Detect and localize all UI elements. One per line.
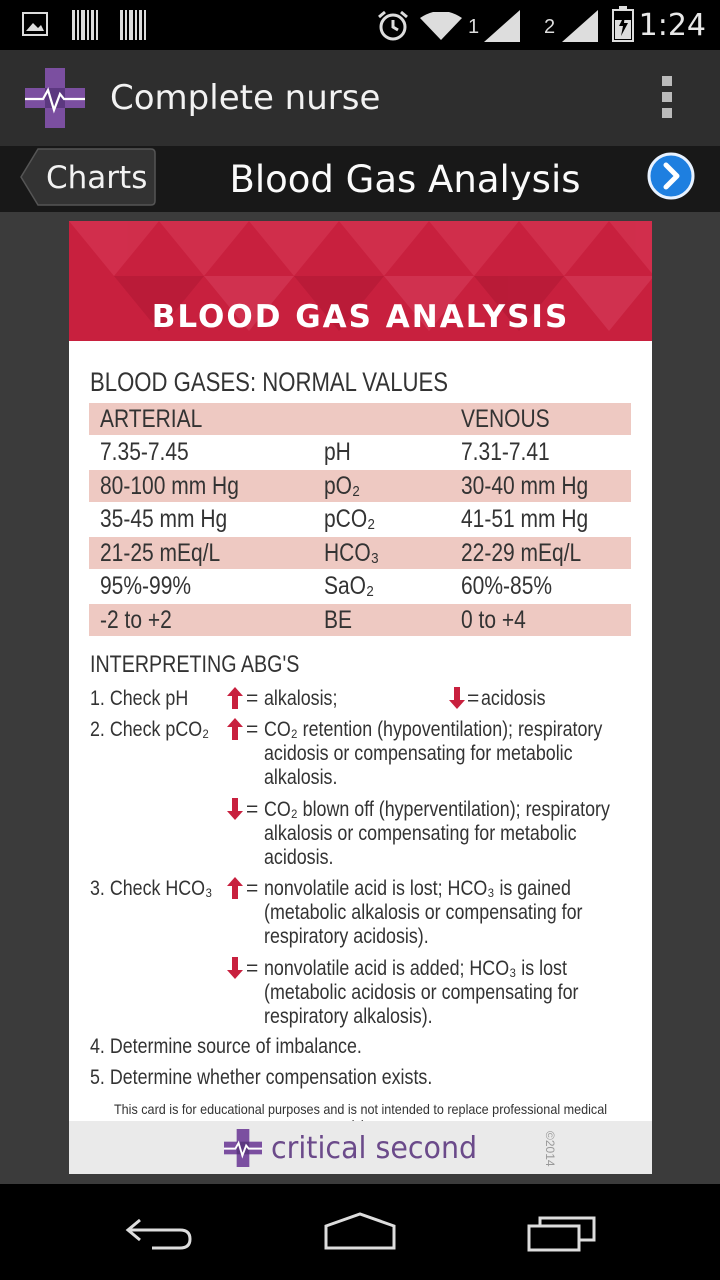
up-arrow-icon (227, 718, 243, 740)
step3-up-line: nonvolatile acid is lost; HCO₃ is gained (264, 877, 571, 900)
step1-label: 1. Check pH (90, 687, 189, 710)
signal-strength-icon (484, 10, 520, 42)
app-logo-icon[interactable] (25, 68, 85, 128)
arterial-value: 80-100 mm Hg (100, 472, 239, 500)
arterial-value: 21-25 mEq/L (100, 539, 221, 567)
venous-value: 0 to +4 (461, 606, 526, 634)
step3-down-line: (metabolic acidosis or compensating for (264, 981, 579, 1004)
barcode-notification-icon (120, 10, 146, 40)
action-bar (0, 50, 720, 147)
arterial-value: -2 to +2 (100, 606, 172, 634)
equals-sign: = (246, 957, 259, 980)
step5-text: 5. Determine whether compensation exists. (90, 1066, 433, 1089)
sim1-label: 1 (468, 16, 480, 38)
venous-value: 30-40 mm Hg (461, 472, 589, 500)
step2-label: 2. Check pCO₂ (90, 718, 210, 741)
down-arrow-icon (227, 798, 243, 820)
status-bar (0, 0, 720, 50)
equals-sign: = (246, 687, 259, 710)
home-icon[interactable] (322, 1212, 398, 1252)
arterial-value: 95%-99% (100, 572, 192, 600)
table-header-row (89, 403, 631, 435)
table-row (89, 537, 631, 569)
sim2-label: 2 (544, 16, 556, 38)
table-row (89, 503, 631, 535)
step3-up-line: (metabolic alkalosis or compensating for (264, 901, 583, 924)
step3-down-line: respiratory alkalosis). (264, 1005, 433, 1028)
venous-value: 7.31-7.41 (461, 438, 550, 466)
parameter: SaO₂ (324, 572, 375, 600)
venous-value: 41-51 mm Hg (461, 505, 589, 533)
app-title: Complete nurse (110, 78, 381, 118)
recent-apps-icon[interactable] (526, 1212, 598, 1252)
equals-sign: = (246, 798, 259, 821)
chart-card (69, 221, 652, 1174)
card-banner (69, 221, 652, 341)
battery-charging-icon (612, 6, 634, 42)
parameter: BE (324, 606, 353, 634)
equals-sign: = (246, 877, 259, 900)
table-row (89, 470, 631, 502)
card-footer (69, 1121, 652, 1174)
system-navigation-bar (0, 1184, 720, 1280)
copyright: ©2014 (543, 1131, 557, 1167)
step1-down-text: acidosis (481, 687, 546, 710)
normal-values-heading: BLOOD GASES: NORMAL VALUES (90, 367, 449, 397)
back-to-charts-button[interactable] (20, 148, 156, 206)
step2-up-line: acidosis or compensating for metabolic (264, 742, 573, 765)
equals-sign: = (246, 718, 259, 741)
step3-down-line: nonvolatile acid is added; HCO₃ is lost (264, 957, 567, 980)
parameter: pCO₂ (324, 505, 376, 533)
signal-strength-icon (562, 10, 598, 42)
up-arrow-icon (227, 877, 243, 899)
back-button-label: Charts (46, 160, 148, 196)
wifi-icon (420, 12, 462, 40)
equals-sign: = (467, 687, 480, 710)
header-venous: VENOUS (461, 405, 550, 433)
venous-value: 22-29 mEq/L (461, 539, 582, 567)
interpreting-heading: INTERPRETING ABG'S (90, 651, 300, 678)
header-arterial: ARTERIAL (100, 405, 203, 433)
banner-title: BLOOD GAS ANALYSIS (151, 299, 570, 335)
down-arrow-icon (449, 687, 465, 709)
overflow-menu-icon[interactable] (660, 76, 674, 120)
back-icon[interactable] (124, 1212, 196, 1252)
brand-name: critical second (271, 1131, 478, 1166)
barcode-notification-icon (72, 10, 98, 40)
step1-up-text: alkalosis; (264, 687, 338, 710)
step2-up-line: CO₂ retention (hypoventilation); respiratory (264, 718, 603, 741)
clock: 1:24 (638, 8, 706, 43)
step3-label: 3. Check HCO₃ (90, 877, 213, 900)
disclaimer: This card is for educational purposes and is not intended to replace professional medical (113, 1101, 608, 1117)
table-row (89, 604, 631, 636)
parameter: HCO₃ (324, 539, 380, 567)
step2-down-line: CO₂ blown off (hyperventilation); respiratory (264, 798, 610, 821)
table-row (89, 570, 631, 602)
alarm-icon (376, 9, 410, 43)
up-arrow-icon (227, 687, 243, 709)
step3-up-line: respiratory acidosis). (264, 925, 429, 948)
table-row (89, 436, 631, 468)
chart-nav-bar (0, 146, 720, 212)
arterial-value: 7.35-7.45 (100, 438, 189, 466)
venous-value: 60%-85% (461, 572, 553, 600)
arterial-value: 35-45 mm Hg (100, 505, 228, 533)
step2-down-line: acidosis. (264, 846, 334, 869)
down-arrow-icon (227, 957, 243, 979)
parameter: pO₂ (324, 472, 361, 500)
chart-title: Blood Gas Analysis (229, 158, 581, 201)
brand-logo-icon (224, 1129, 262, 1167)
step2-down-line: alkalosis or compensating for metabolic (264, 822, 577, 845)
image-notification-icon (22, 12, 48, 36)
step4-text: 4. Determine source of imbalance. (90, 1035, 362, 1058)
parameter: pH (324, 438, 351, 466)
next-chart-button[interactable] (647, 152, 695, 200)
step2-up-line: alkalosis. (264, 766, 338, 789)
